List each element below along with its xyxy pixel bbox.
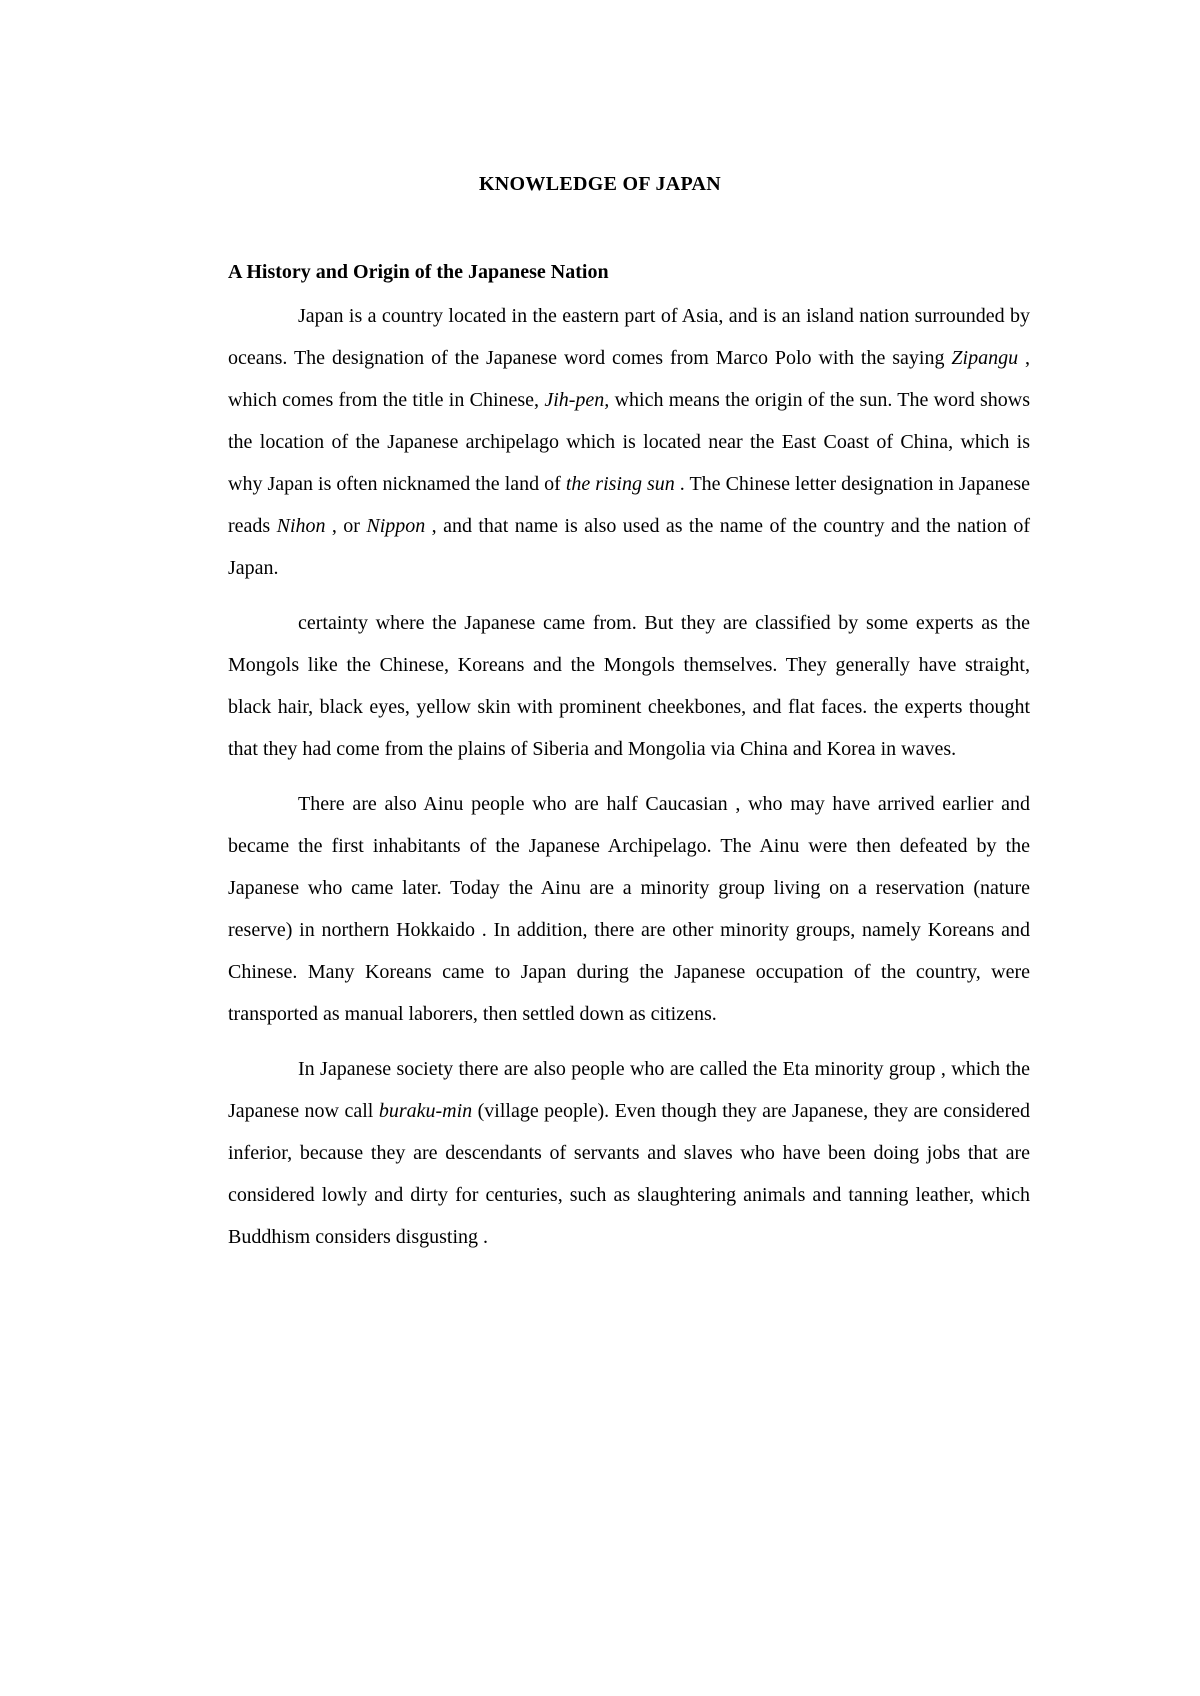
paragraph-text: , which comes from the title in Chinese, bbox=[228, 347, 1031, 411]
paragraph-text: (village people). Even though they are Japanese, they are considered inferior, because they are descendants of servants and slaves who have been doing jobs that are considered lowly and dirty for centuries, such as slaughtering animals and tanning leather, which Buddhism considers disgusting . bbox=[228, 1100, 1030, 1248]
italic-term-jih-pen: Jih-pen, bbox=[544, 389, 610, 411]
paragraph-text: , or bbox=[325, 515, 367, 537]
document-title: KNOWLEDGE OF JAPAN bbox=[478, 173, 722, 195]
italic-term-rising-sun: the rising sun bbox=[565, 473, 675, 495]
italic-term-nippon: Nippon bbox=[366, 515, 426, 537]
paragraph-text: . The Chinese letter designation in Japanese reads bbox=[228, 473, 1030, 537]
paragraph-text: In Japanese society there are also people who are called the Eta minority group , which the Japanese now call bbox=[228, 1058, 1030, 1122]
paragraph-eta-minority bbox=[228, 1048, 1030, 1258]
paragraph-text: Japan is a country located in the eastern part of Asia, and is an island nation surrounded by oceans. The designation of the Japanese word comes from Marco Polo with the saying bbox=[228, 305, 1030, 369]
paragraph-classification: certainty where the Japanese came from. But they are classified by some experts as the Mongols like the Chinese, Koreans and the Mongols themselves. They generally have straight, black hair, black eyes, yellow skin with prominent cheekbones, and flat faces. the experts thought that they had come from the plains of Siberia and Mongolia via China and Korea in waves. bbox=[228, 612, 1030, 760]
paragraph-text: which means the origin of the sun. The word shows the location of the Japanese archipelago which is located near the East Coast of China, which is why Japan is often nicknamed the land of bbox=[228, 389, 1030, 495]
italic-term-nihon: Nihon bbox=[276, 515, 326, 537]
document-body bbox=[228, 295, 1030, 1271]
paragraph-ainu-people: There are also Ainu people who are half Caucasian , who may have arrived earlier and became the first inhabitants of the Japanese Archipelago. The Ainu were then defeated by the Japanese who came later. Today the Ainu are a minority group living on a reservation (nature reserve) in northern Hokkaido . In addition, there are other minority groups, namely Koreans and Chinese. Many Koreans came to Japan during the Japanese occupation of the country, were transported as manual laborers, then settled down as citizens. bbox=[228, 793, 1030, 1025]
paragraph-text: , and that name is also used as the name of the country and the nation of Japan. bbox=[228, 515, 1030, 579]
section-heading: A History and Origin of the Japanese Nation bbox=[228, 261, 609, 283]
italic-term-zipangu: Zipangu bbox=[951, 347, 1019, 369]
paragraph-origin-of-name bbox=[228, 295, 1030, 589]
italic-term-buraku-min: buraku-min bbox=[378, 1100, 473, 1122]
